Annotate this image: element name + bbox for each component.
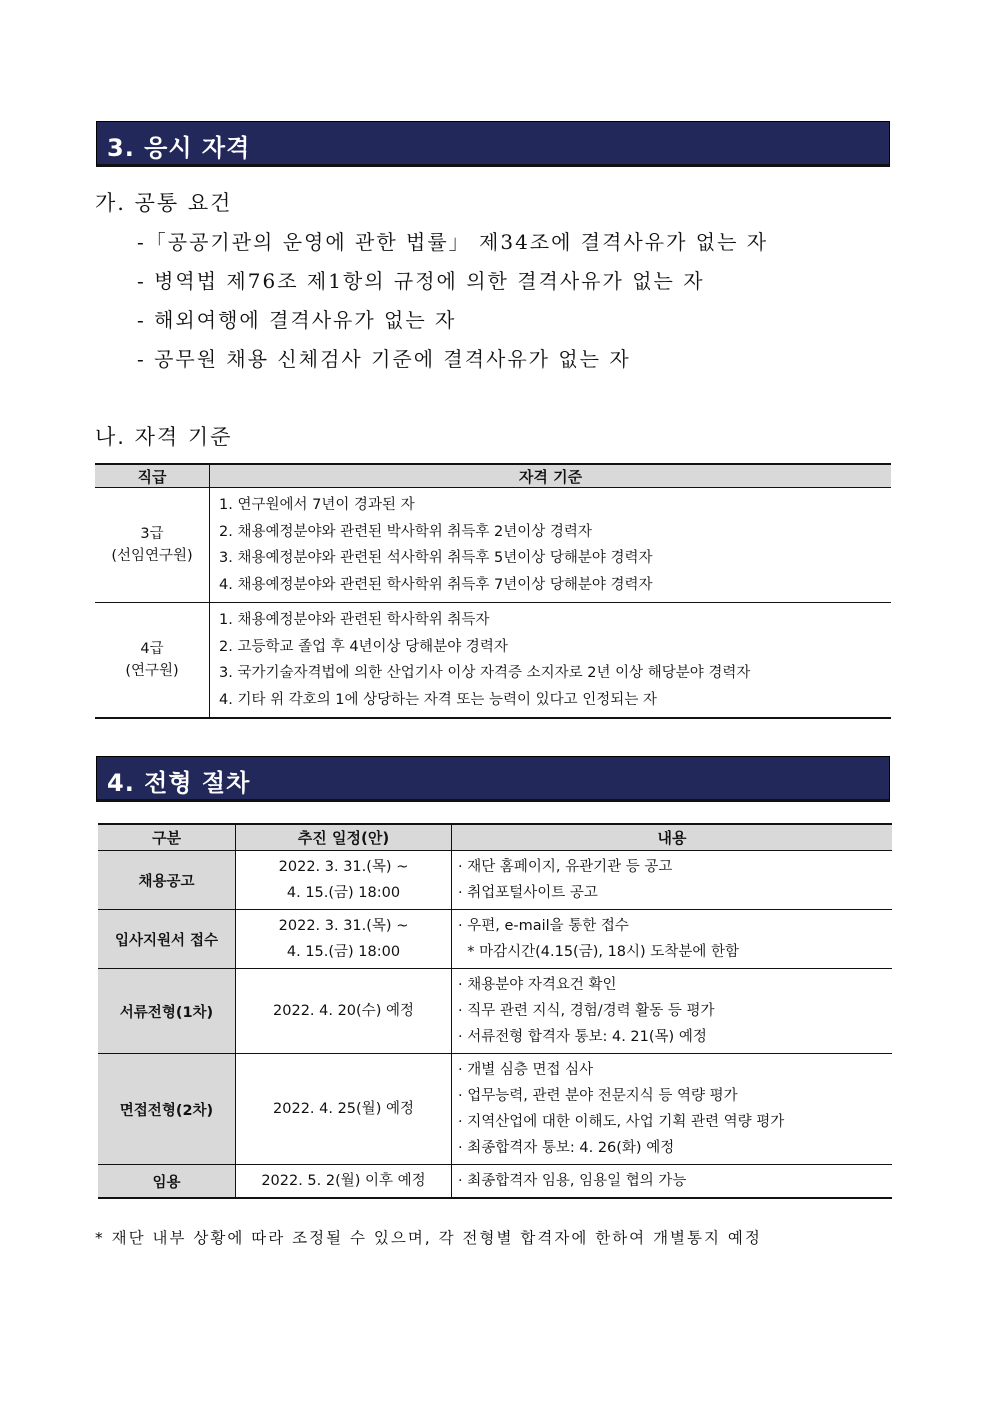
criteria-item: 1. 연구원에서 7년이 경과된 자	[219, 497, 415, 513]
grade-cell	[95, 603, 210, 719]
schedule-cell	[236, 1165, 452, 1199]
section-4-header	[96, 756, 890, 802]
content-cell	[452, 969, 893, 1054]
footnote: * 재단 내부 상황에 따라 조정될 수 있으며, 각 전형별 합격자에 한하여 개별통지 예정	[95, 1229, 762, 1247]
criteria-item: 2. 채용예정분야와 관련된 박사학위 취득후 2년이상 경력자	[219, 523, 592, 540]
section-3-title: 3. 응시 자격	[107, 134, 251, 162]
schedule-line: 4. 15.(금) 18:00	[286, 944, 401, 960]
content-cell	[452, 910, 893, 969]
stage-cell: 채용공고	[98, 851, 236, 910]
criteria-item: 2. 고등학교 졸업 후 4년이상 당해분야 경력자	[219, 638, 508, 655]
stage-cell: 서류전형(1차)	[98, 969, 236, 1054]
criteria-item: 3. 채용예정분야와 관련된 석사학위 취득후 5년이상 당해분야 경력자	[219, 550, 653, 566]
content-cell	[452, 851, 893, 910]
column-header-content: 내용	[452, 824, 893, 851]
criteria-item: 1. 채용예정분야와 관련된 학사학위 취득자	[219, 612, 490, 628]
stage-cell: 입사지원서 접수	[98, 910, 236, 969]
content-item: · 우편, e-mail을 통한 접수	[458, 918, 629, 934]
schedule-line: 2022. 3. 31.(목) ~	[278, 918, 409, 934]
grade-label: 3급	[140, 526, 164, 542]
table-row	[95, 488, 891, 603]
common-requirement-item: - 병역법 제76조 제1항의 규정에 의한 결격사유가 없는 자	[137, 269, 705, 293]
content-item: · 채용분야 자격요건 확인	[458, 977, 617, 993]
content-item: * 마감시간(4.15(금), 18시) 도착분에 한함	[458, 944, 739, 960]
schedule-cell	[236, 851, 452, 910]
common-requirements-heading: 가. 공통 요건	[95, 191, 233, 215]
section-3-header	[96, 121, 890, 167]
content-item: · 서류전형 합격자 통보: 4. 21(목) 예정	[458, 1029, 707, 1045]
schedule-line: 2022. 4. 25(월) 예정	[273, 1101, 414, 1117]
table-row	[98, 1054, 892, 1165]
content-item: · 업무능력, 관련 분야 전문지식 등 역량 평가	[458, 1088, 738, 1104]
stage-cell: 면접전형(2차)	[98, 1054, 236, 1165]
criteria-cell	[210, 603, 892, 719]
content-item: · 재단 홈페이지, 유관기관 등 공고	[458, 859, 673, 875]
column-header-criteria: 자격 기준	[210, 464, 892, 488]
content-item: · 최종합격자 통보: 4. 26(화) 예정	[458, 1140, 675, 1156]
content-item: · 개별 심층 면접 심사	[458, 1062, 594, 1078]
schedule-cell	[236, 910, 452, 969]
content-cell	[452, 1165, 893, 1199]
criteria-heading: 나. 자격 기준	[95, 425, 233, 449]
table-row	[95, 603, 891, 719]
schedule-line: 2022. 5. 2(월) 이후 예정	[261, 1173, 426, 1189]
schedule-line: 2022. 4. 20(수) 예정	[273, 1003, 414, 1019]
grade-sublabel: (연구원)	[125, 663, 179, 679]
qualification-table	[95, 463, 891, 719]
grade-cell	[95, 488, 210, 603]
table-row	[98, 1165, 892, 1199]
process-table	[98, 823, 892, 1199]
grade-sublabel: (선임연구원)	[111, 548, 193, 564]
grade-label: 4급	[140, 641, 164, 657]
content-item: · 지역산업에 대한 이해도, 사업 기획 관련 역량 평가	[458, 1114, 785, 1130]
content-item: · 직무 관련 지식, 경험/경력 활동 등 평가	[458, 1003, 715, 1019]
content-item: · 취업포털사이트 공고	[458, 885, 598, 901]
common-requirement-item: - 해외여행에 결격사유가 없는 자	[137, 308, 457, 332]
stage-cell: 임용	[98, 1165, 236, 1199]
table-row	[98, 969, 892, 1054]
section-4-title: 4. 전형 절차	[107, 769, 251, 797]
criteria-item: 4. 채용예정분야와 관련된 학사학위 취득후 7년이상 당해분야 경력자	[219, 576, 653, 593]
column-header-schedule: 추진 일정(안)	[236, 824, 452, 851]
schedule-cell	[236, 1054, 452, 1165]
criteria-item: 3. 국가기술자격법에 의한 산업기사 이상 자격증 소지자로 2년 이상 해당분야 경력자	[219, 665, 751, 681]
criteria-item: 4. 기타 위 각호의 1에 상당하는 자격 또는 능력이 있다고 인정되는 자	[219, 691, 657, 708]
column-header-grade: 직급	[95, 464, 210, 488]
table-row	[98, 851, 892, 910]
schedule-line: 4. 15.(금) 18:00	[286, 885, 401, 901]
schedule-cell	[236, 969, 452, 1054]
criteria-cell	[210, 488, 892, 603]
table-row	[98, 910, 892, 969]
common-requirement-item: - 공무원 채용 신체검사 기준에 결격사유가 없는 자	[137, 347, 631, 371]
content-item: · 최종합격자 임용, 임용일 협의 가능	[458, 1173, 687, 1189]
content-cell	[452, 1054, 893, 1165]
common-requirement-item: -「공공기관의 운영에 관한 법률」 제34조에 결격사유가 없는 자	[137, 230, 769, 254]
schedule-line: 2022. 3. 31.(목) ~	[278, 859, 409, 875]
column-header-stage: 구분	[98, 824, 236, 851]
